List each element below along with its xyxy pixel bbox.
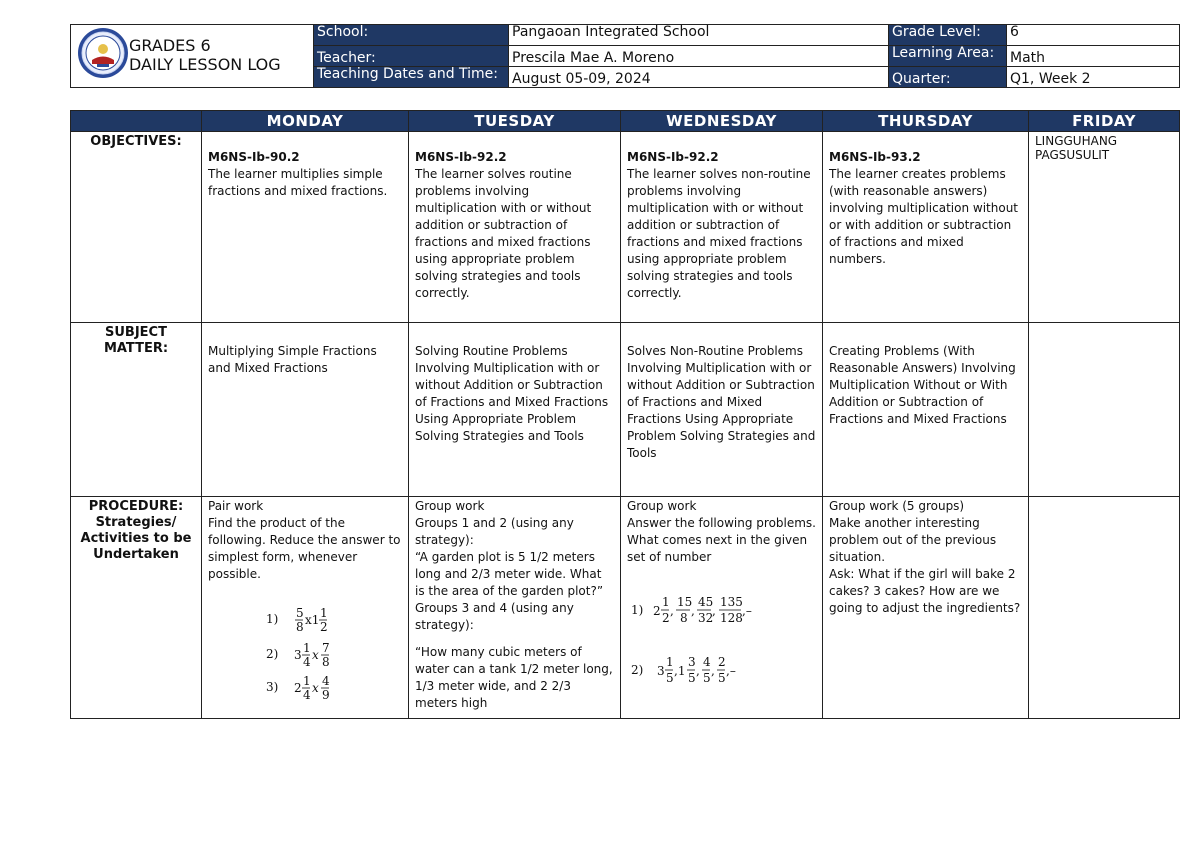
sequence-term: 4 [703,655,711,669]
procedure-thursday-task: Make another interesting problem out of the previous situation. [829,516,997,564]
title-grade: GRADES 6 [129,36,211,55]
objective-text: The learner solves routine problems involving multiplication with or without addition or subtraction of fractions and mixed fractions using appropriate problem solving strategies and tools correctly. [415,167,592,300]
procedure-tuesday [409,497,621,719]
sequence-term: 5 [703,671,711,685]
frac-denominator: 4 [303,655,311,669]
procedure-thursday [823,497,1029,719]
subject-thursday: Creating Problems (With Reasonable Answers) Involving Multiplication Without or With Addition or Subtraction of Fractions and Mixed Fractions [823,323,1029,497]
grade-level-label: Grade Level: [889,25,1007,46]
teacher-label: Teacher: [314,46,509,67]
objective-thursday [823,132,1029,323]
procedure-label: PROCEDURE: Strategies/ Activities to be Undertaken [71,497,202,719]
procedure-wednesday-mode: Group work [627,499,697,513]
grade-level-value: 6 [1007,25,1180,46]
sequence-term: 5 [688,671,696,685]
objective-wednesday [621,132,823,323]
procedure-monday [202,497,409,719]
day-monday: MONDAY [202,111,409,132]
frac-denominator: 2 [320,620,328,634]
objective-code: M6NS-Ib-92.2 [627,150,719,164]
procedure-thursday-question: Ask: What if the girl will bake 2 cakes? 3 cakes? How are we going to adjust the ingredients? [829,567,1021,615]
frac-numerator: 1 [303,641,311,655]
frac-numerator: 7 [322,641,330,655]
objective-code: M6NS-Ib-93.2 [829,150,921,164]
sequence-term: 1 [662,595,670,609]
frac-denominator: 8 [322,655,330,669]
procedure-monday-instruction: Find the product of the following. Reduce the answer to simplest form, whenever possible. [208,516,401,581]
frac-operator: x [312,648,319,662]
objective-text: The learner multiplies simple fractions and mixed fractions. [208,167,388,198]
quarter-label: Quarter: [889,67,1007,88]
procedure-wednesday [621,497,823,719]
sequence-term: , [712,604,716,618]
wednesday-number-sequences [627,586,817,696]
frac-numerator: 1 [320,606,328,620]
lesson-table [70,110,1180,719]
frac-denominator: 9 [322,688,330,702]
procedure-tuesday-problem2: “How many cubic meters of water can a tank 1/2 meter long, 1/3 meter wide, and 2 2/3 meters high [415,645,613,710]
learning-area-value: Math [1007,46,1180,67]
sequence-term: , [691,604,695,618]
sequence-term: 1 [666,655,674,669]
procedure-tuesday-mode: Group work [415,499,485,513]
exercise-number: 3) [266,680,279,694]
objective-code: M6NS-Ib-90.2 [208,150,300,164]
objective-tuesday [409,132,621,323]
teaching-dates-label: Teaching Dates and Time: [314,67,509,88]
subject-matter-label: SUBJECT MATTER: [71,323,202,497]
sequence-term: 3 [688,655,696,669]
day-wednesday: WEDNESDAY [621,111,823,132]
day-header-row [71,111,1180,132]
subject-matter-row [71,323,1180,497]
subject-monday: Multiplying Simple Fractions and Mixed Fractions [202,323,409,497]
day-header-blank [71,111,202,132]
sequence-term: , [711,664,715,678]
sequence-term: ,– [742,604,752,618]
frac-whole: 3 [294,648,302,662]
sequence-term: 135 [720,595,743,609]
frac-numerator: 4 [322,674,330,688]
procedure-thursday-mode: Group work (5 groups) [829,499,965,513]
sequence-term: , [696,664,700,678]
quarter-value: Q1, Week 2 [1007,67,1180,88]
frac-numerator: 1 [303,674,311,688]
sequence-term: 2 [653,604,661,618]
day-thursday: THURSDAY [823,111,1029,132]
sequence-term: 2 [662,611,670,625]
procedure-monday-mode: Pair work [208,499,264,513]
frac-operator: x1 [305,613,320,627]
sequence-term: 2 [718,655,726,669]
sequence-number: 2) [631,663,644,677]
exercise-number: 1) [266,612,279,626]
monday-fraction-exercises [264,603,384,703]
objective-text: The learner solves non-routine problems involving multiplication with or without addition or subtraction of fractions and mixed fractions using appropriate problem solving strategies and tools correctly. [627,167,811,300]
subject-friday [1029,323,1180,497]
sequence-term: 45 [698,595,714,609]
exercise-number: 2) [266,647,279,661]
frac-operator: x [312,681,319,695]
school-value: Pangaoan Integrated School [509,25,889,46]
sequence-term: 3 [657,664,665,678]
sequence-term: , [670,604,674,618]
log-title [129,36,281,74]
title-log: DAILY LESSON LOG [129,55,281,74]
sequence-term: 5 [718,671,726,685]
objectives-row [71,132,1180,323]
learning-area-label: Learning Area: [889,46,1007,67]
procedure-tuesday-group34: Groups 3 and 4 (using any strategy): [415,601,574,632]
procedure-tuesday-group12: Groups 1 and 2 (using any strategy): [415,516,574,547]
procedure-tuesday-problem1: “A garden plot is 5 1/2 meters long and 2/3 meter wide. What is the area of the garden plot?” [415,550,604,598]
day-friday: FRIDAY [1029,111,1180,132]
objective-friday: LINGGUHANG PAGSUSULIT [1029,132,1180,323]
frac-denominator: 8 [296,620,304,634]
frac-denominator: 4 [303,688,311,702]
header-logo-cell [71,25,314,88]
sequence-term: ,1 [674,664,686,678]
sequence-term: 5 [666,671,674,685]
sequence-term: ,– [726,664,736,678]
header-table [70,24,1180,88]
objectives-label: OBJECTIVES: [71,132,202,323]
frac-numerator: 5 [296,606,304,620]
objective-monday [202,132,409,323]
procedure-row [71,497,1180,719]
procedure-wednesday-instruction: Answer the following problems. What comes next in the given set of number [627,516,816,564]
sequence-number: 1) [631,603,644,617]
objective-text: The learner creates problems (with reasonable answers) involving multiplication without or with addition or subtraction of fractions and mixed numbers. [829,167,1019,266]
frac-whole: 2 [294,681,302,695]
teacher-value: Prescila Mae A. Moreno [509,46,889,67]
sequence-term: 8 [680,611,688,625]
day-tuesday: TUESDAY [409,111,621,132]
deped-seal-icon [77,27,129,79]
school-label: School: [314,25,509,46]
subject-wednesday: Solves Non-Routine Problems Involving Multiplication with or without Addition or Subtraction of Fractions and Mixed Fractions Using Appropriate Problem Solving Strategies and Tools [621,323,823,497]
teaching-dates-value: August 05-09, 2024 [509,67,889,88]
sequence-term: 128 [720,611,743,625]
procedure-friday [1029,497,1180,719]
sequence-term: 15 [677,595,693,609]
subject-tuesday: Solving Routine Problems Involving Multiplication with or without Addition or Subtraction of Fractions and Mixed Fractions Using Appropriate Problem Solving Strategies and Tools [409,323,621,497]
objective-code: M6NS-Ib-92.2 [415,150,507,164]
sequence-term: 32 [698,611,714,625]
